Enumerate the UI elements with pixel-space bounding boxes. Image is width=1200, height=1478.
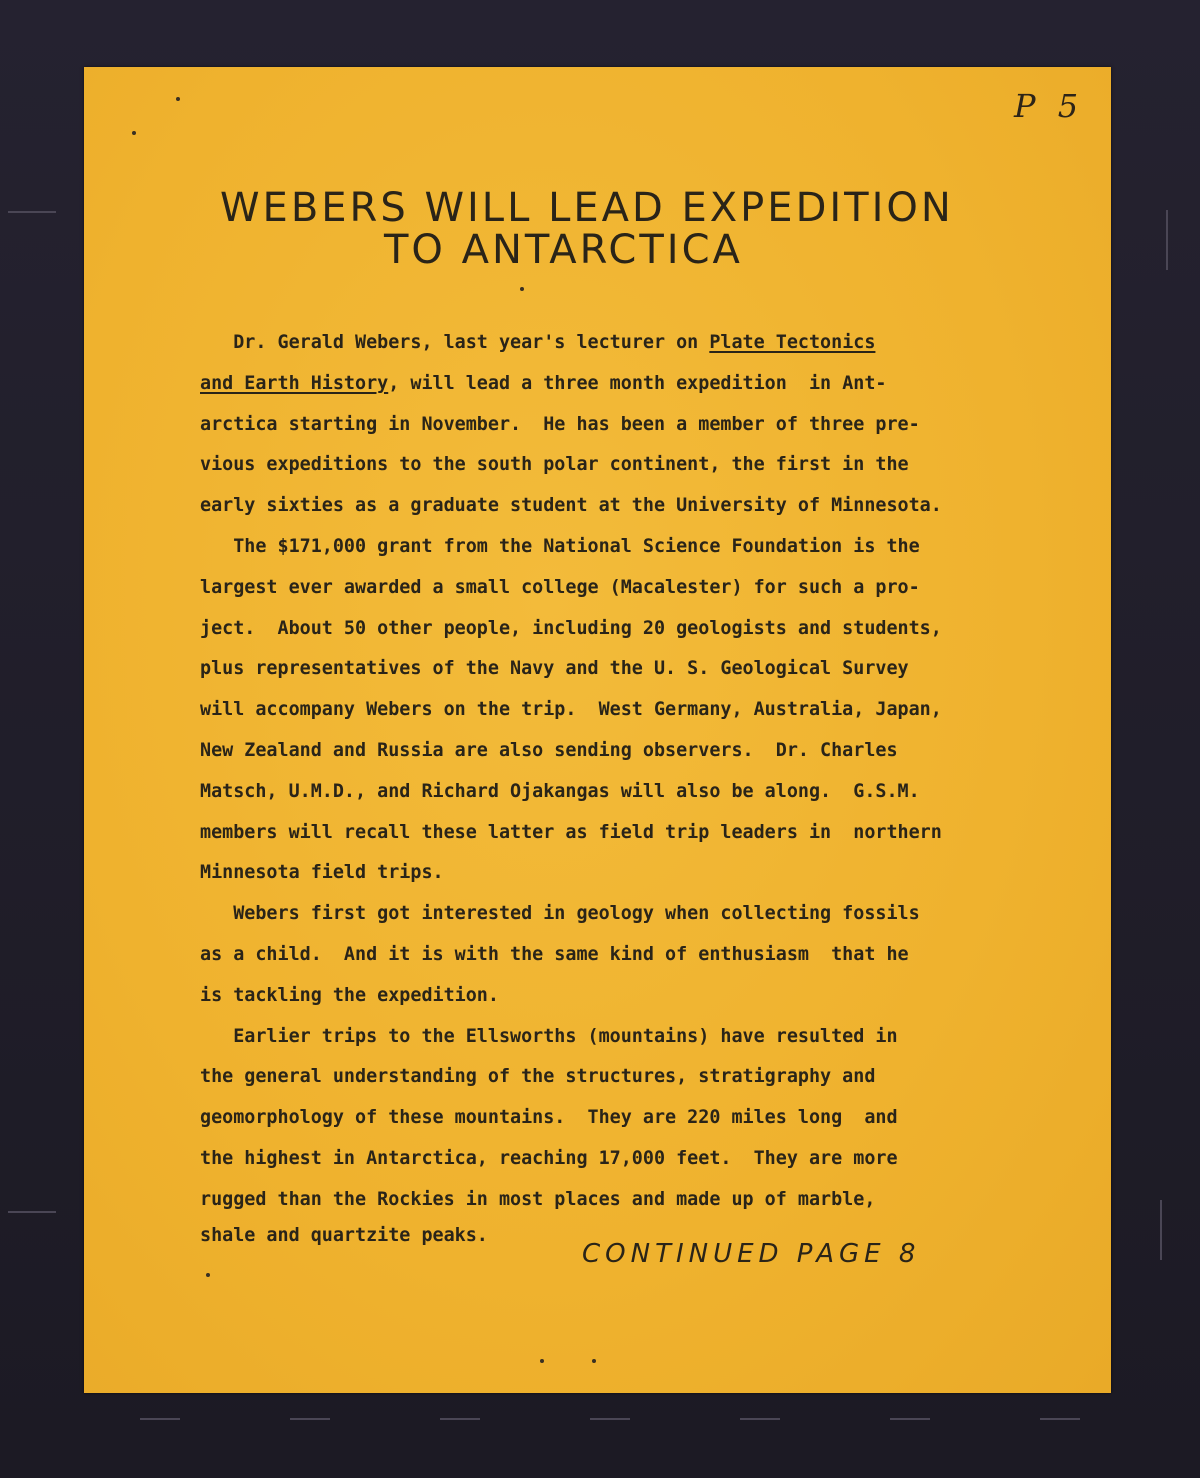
paper-speck — [132, 131, 136, 135]
article-line: early sixties as a graduate student at the University of Minnesota. — [200, 495, 942, 517]
article-line: The $171,000 grant from the National Science Foundation is the — [200, 535, 920, 557]
page-number-handwritten: P 5 — [1014, 87, 1085, 125]
document-page — [84, 67, 1111, 1393]
article-line: rugged than the Rockies in most places and made up of marble, — [200, 1188, 876, 1210]
article-line: Dr. Gerald Webers, last year's lecturer on Plate Tectonics — [200, 332, 876, 353]
article-line: the general understanding of the structures, stratigraphy and — [200, 1066, 876, 1088]
paper-speck — [206, 1273, 210, 1277]
scanner-edge-mark — [1160, 1200, 1162, 1260]
article-line: largest ever awarded a small college (Macalester) for such a pro- — [200, 576, 920, 598]
article-body — [200, 323, 1100, 1257]
article-line: as a child. And it is with the same kind of enthusiasm that he — [200, 943, 909, 965]
article-line: the highest in Antarctica, reaching 17,000 feet. They are more — [200, 1147, 898, 1169]
paper-speck — [540, 1359, 544, 1363]
scanner-edge-mark — [740, 1418, 780, 1420]
article-line: ject. About 50 other people, including 20 geologists and students, — [200, 617, 942, 639]
underlined-title: and Earth History — [200, 372, 389, 394]
article-line: vious expeditions to the south polar continent, the first in the — [200, 454, 909, 476]
article-line: will accompany Webers on the trip. West Germany, Australia, Japan, — [200, 699, 942, 721]
continued-note-handwritten: CONTINUED PAGE 8 — [582, 1239, 921, 1269]
article-line: Webers first got interested in geology when collecting fossils — [200, 903, 920, 925]
headline-line-2: TO ANTARCTICA — [384, 227, 743, 273]
article-line: Matsch, U.M.D., and Richard Ojakangas will also be along. G.S.M. — [200, 780, 920, 802]
paper-speck — [520, 287, 524, 291]
headline-line-1: WEBERS WILL LEAD EXPEDITION — [220, 185, 954, 231]
paper-speck — [592, 1359, 596, 1363]
scanner-edge-mark — [1040, 1418, 1080, 1420]
paper-speck — [176, 97, 180, 101]
article-line: Earlier trips to the Ellsworths (mountains) have resulted in — [200, 1025, 898, 1047]
scanner-edge-mark — [290, 1418, 330, 1420]
scanner-edge-mark — [8, 1211, 56, 1213]
article-line: geomorphology of these mountains. They are 220 miles long and — [200, 1107, 898, 1129]
scanner-edge-mark — [440, 1418, 480, 1420]
article-line: is tackling the expedition. — [200, 984, 499, 1006]
scanner-edge-mark — [890, 1418, 930, 1420]
scanner-edge-mark — [8, 211, 56, 213]
article-line: New Zealand and Russia are also sending observers. Dr. Charles — [200, 739, 898, 761]
article-line: shale and quartzite peaks. — [200, 1224, 488, 1246]
article-line: plus representatives of the Navy and the U. S. Geological Survey — [200, 658, 909, 680]
article-line: members will recall these latter as field trip leaders in northern — [200, 821, 942, 843]
article-line: arctica starting in November. He has been a member of three pre- — [200, 413, 920, 435]
article-line: Minnesota field trips. — [200, 862, 444, 884]
article-line: and Earth History, will lead a three month expedition in Ant- — [200, 372, 887, 394]
underlined-title: Plate Tectonics — [709, 332, 876, 353]
scanner-edge-mark — [140, 1418, 180, 1420]
scanner-edge-mark — [590, 1418, 630, 1420]
